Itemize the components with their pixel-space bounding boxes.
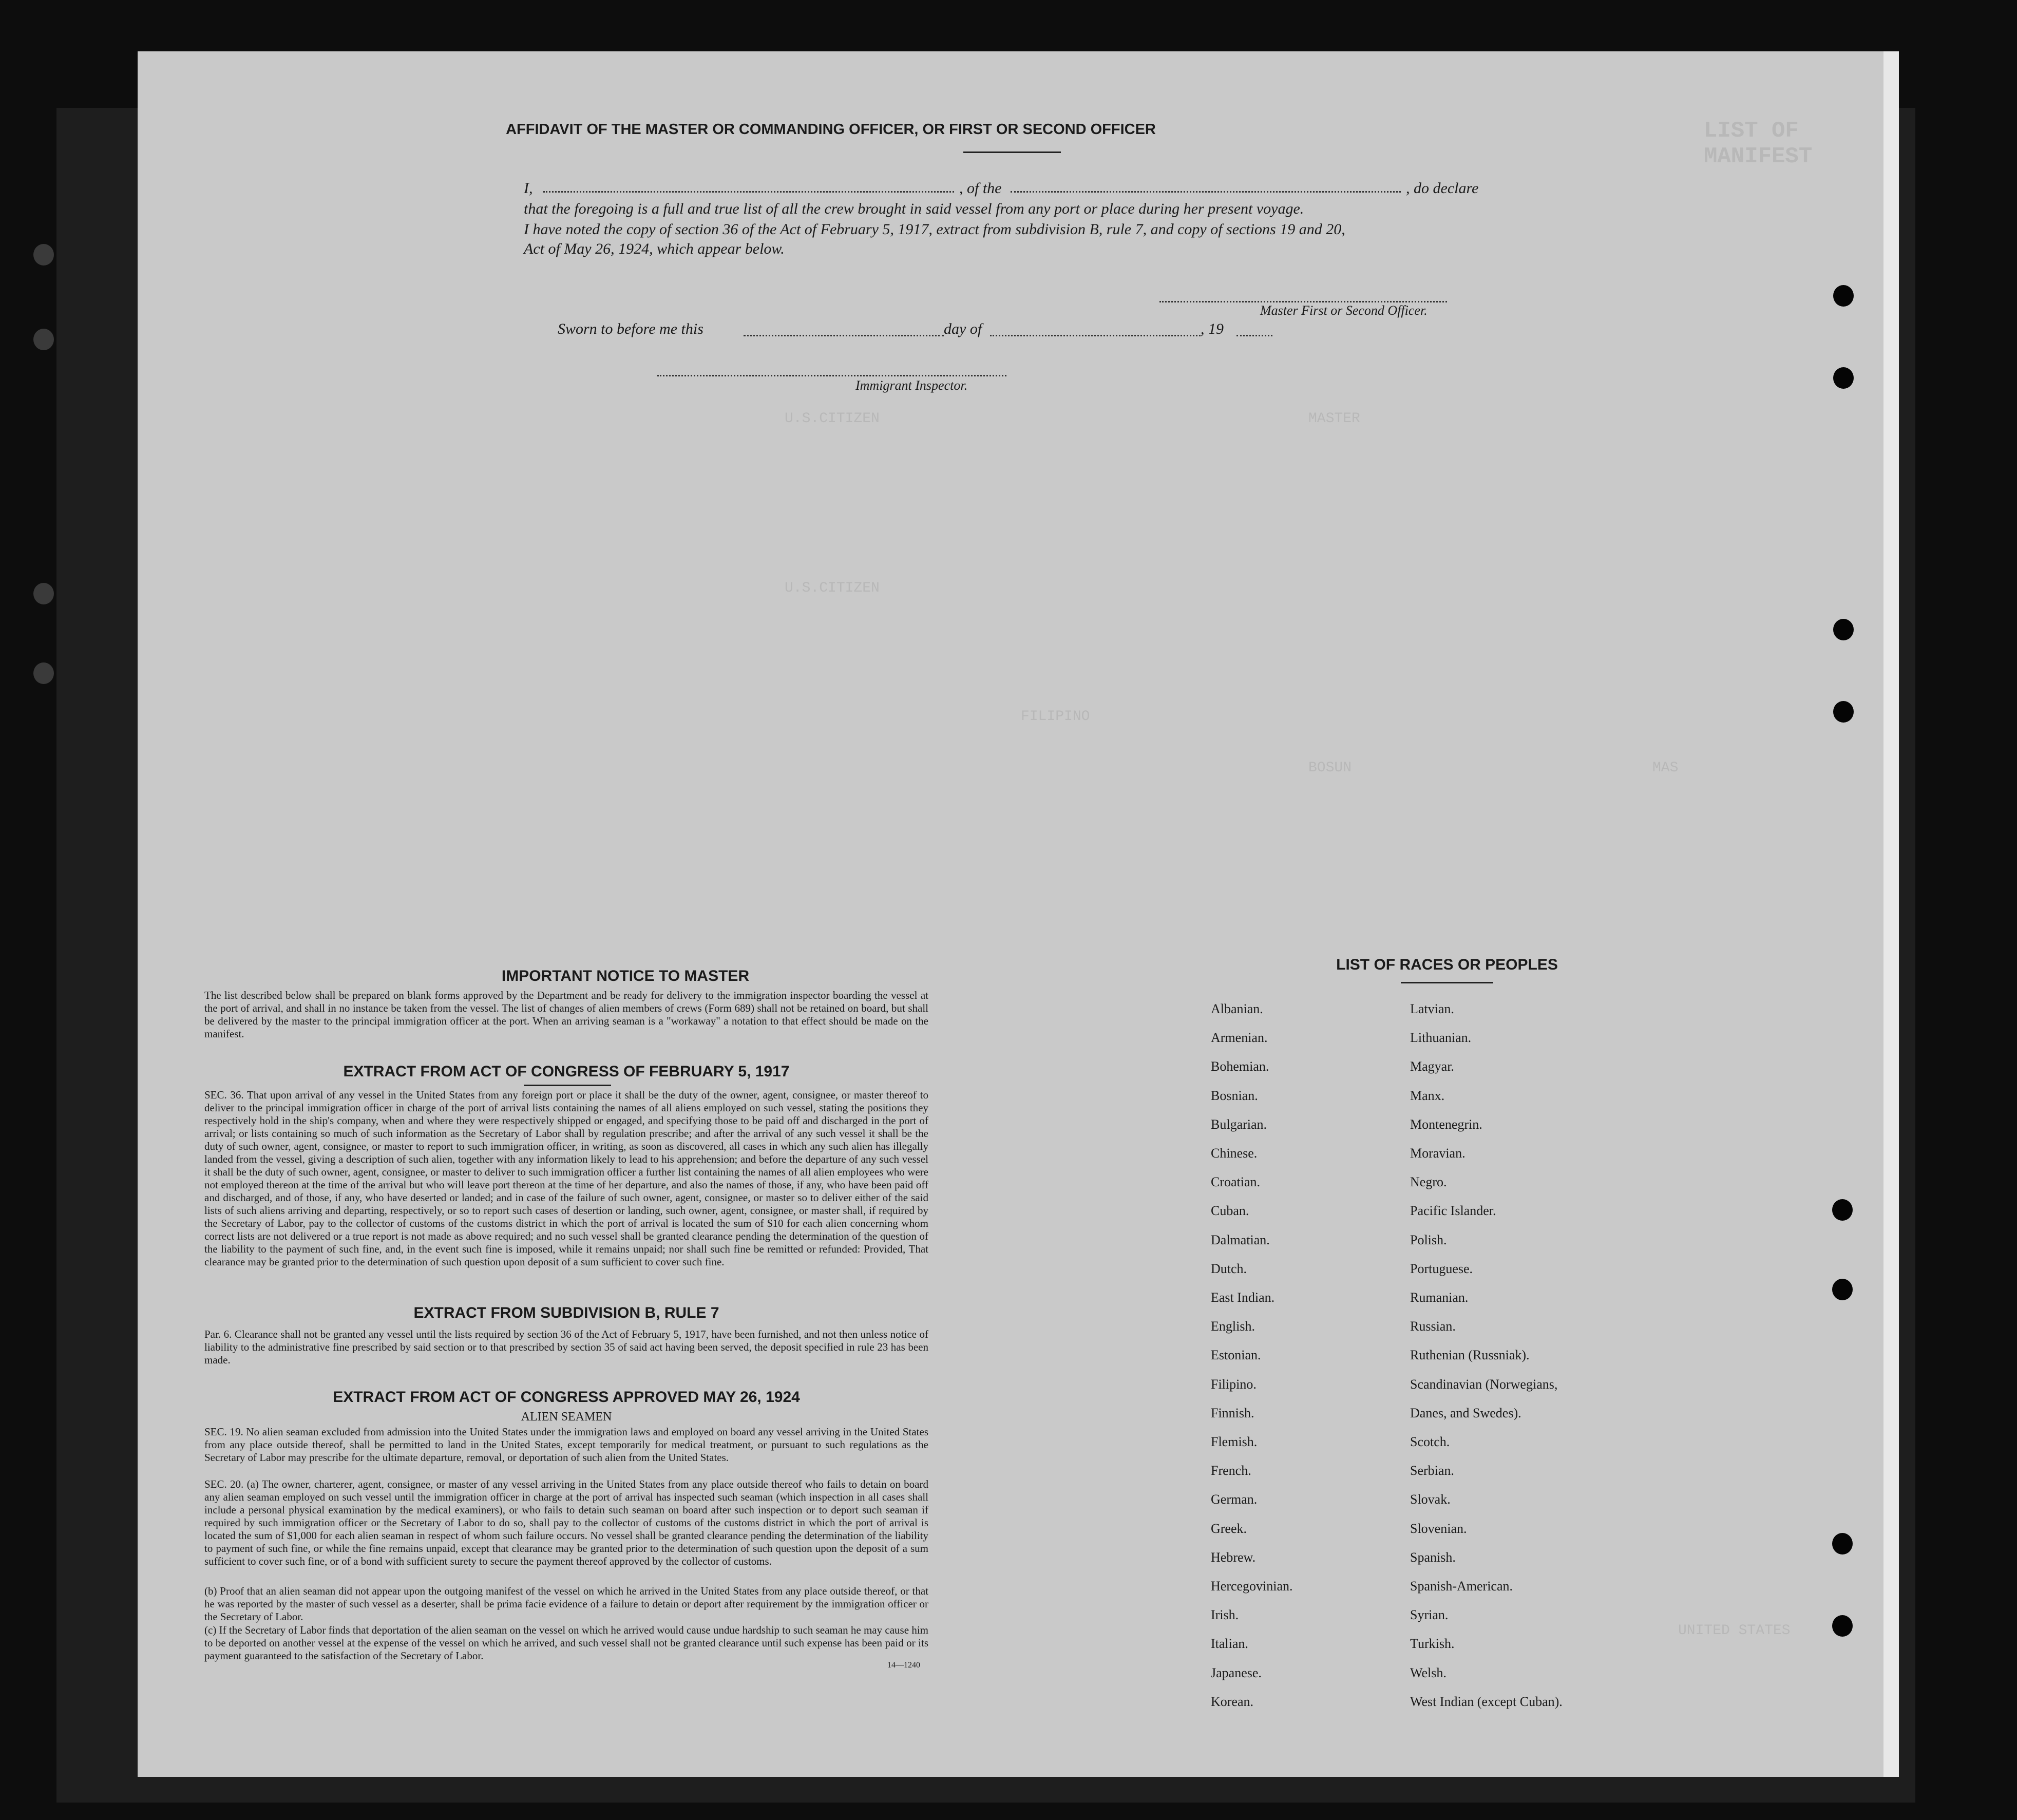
race-item: Greek.	[1211, 1521, 1247, 1536]
race-item: Slovak.	[1410, 1492, 1451, 1507]
vessel-blank[interactable]	[1011, 191, 1401, 193]
race-item: Bulgarian.	[1211, 1116, 1267, 1132]
notice-text: The list described below shall be prepared on blank forms approved by the Department and be ready for delivery to the immigration inspector boarding the vessel at the port of arrival, and shall in no instance be taken from the vessel. The list of changes of alien members of crews (Form 689) shall not be retained on board, but shall be delivered by the master to the principal immigration officer at the port. When an arriving seaman is a "workaway" a notation to that effect should be made on the manifest.	[204, 989, 928, 1040]
race-item: Scotch.	[1410, 1434, 1450, 1449]
divider	[1401, 982, 1493, 983]
race-item: English.	[1211, 1319, 1255, 1334]
race-item: Moravian.	[1410, 1146, 1466, 1161]
race-item: German.	[1211, 1492, 1258, 1507]
race-item: Montenegrin.	[1410, 1116, 1482, 1132]
race-item: Rumanian.	[1410, 1290, 1469, 1305]
sworn-month-blank[interactable]	[990, 335, 1201, 336]
race-item: Manx.	[1410, 1088, 1445, 1103]
race-item: Filipino.	[1211, 1376, 1257, 1392]
race-item: Syrian.	[1410, 1607, 1449, 1623]
document-page: LIST OF MANIFEST MASTER BOSUN MAS FILIPINO U.S.CITIZEN U.S.CITIZEN UNITED STATES AFFIDAVIT OF THE MASTER OR COMMANDING OFFICER, OR FIRST OR SECOND OFFICER I, , of the that the foregoing is a full and true list of all the crew brought in said vessel from any port or place during her present voyage. , do declare I have noted the copy of section 36 of the Act of February 5, 1917, extract from subdivision B, rule 7, and copy of sections 19 and 20, Act of May 26, 1924, which appear below. Master First or Second Officer. Sworn to before me this day of , 19 Immigrant Inspector. IMPORTANT NOTICE TO MASTER The list described below shall be prepared on blank forms approved by the Department and be ready for delivery to the immigration inspector boarding the vessel at the port of arrival, and shall in no instance be taken from the vessel. The list of changes of alien members of crews (Form 689) shall not be retained on board, but shall be delivered by the master to the principal immigration officer at the port. When an arriving seaman is a "workaway" a notation to that effect should be made on the manifest. EXTRACT FROM ACT OF CONGRESS OF FEBRUARY 5, 1917 SEC. 36. That upon arrival of any vessel in the United States from any foreign port or place it shall be the duty of the owner, agent, consignee, or master thereof to deliver to the principal immigration officer in charge of the port of arrival lists containing the names of all aliens employed on such vessel, stating the positions they respectively hold in the ship's company, when and where they were respectively shipped or engaged, and specifying those to be paid off and discharged in the port of arrival; or lists containing so much of such information as the Secretary of Labor shall by regulation prescribe; and after the arrival of any such vessel it shall be the duty of such owner, agent, consignee, or master to report to such immigration officer, in writing, as soon as discovered, all cases in which any such alien has illegally landed from the vessel, giving a description of such alien, together with any information likely to lead to his apprehension; and before the departure of any such vessel it shall be the duty of such owner, agent, consignee, or master to deliver to such immigration officer a further list containing the names of all alien employees who were not employed thereon at the time of the arrival but who will leave port thereon at the time of her departure, and also the names of those, if any, who have been paid off and discharged, and of those, if any, who have deserted or landed; and in case of the failure of such owner, agent, consignee, or master so to deliver either of the said lists of such aliens arriving and departing, respectively, or so to report such cases of desertion or landing, such owner, agent, consignee, or master shall, if required by the Secretary of Labor, pay to the collector of customs of the customs district in which the port of arrival is located the sum of $10 for each alien concerning whom correct lists are not delivered or a true report is not made as above required; and no such vessel shall be granted clearance pending the determination of the question of the liability to the payment of such fine, and, in the event such fine is imposed, while it remains unpaid; nor shall such fine be remitted or refunded: Provided, That clearance may be granted prior to the determination of such question upon deposit of a sum sufficient to cover such fine. EXTRACT FROM SUBDIVISION B, RULE 7 Par. 6. Clearance shall not be granted any vessel until the lists required by section 36 of the Act of February 5, 1917, have been furnished, and not then unless notice of liability to the administrative fine prescribed by said section or to that prescribed by section 35 of said act having been served, the deposit specified in rule 23 has been made. EXTRACT FROM ACT OF CONGRESS APPROVED MAY 26, 1924 ALIEN SEAMEN SEC. 19. No alien seaman excluded from admission into the United States under the immigration laws and employed on board any vessel arriving in the United States from any place outside thereof, shall be permitted to land in the United States, except temporarily for medical treatment, or pursuant to such regulations as the Secretary of Labor may prescribe for the ultimate departure, removal, or deportation of such alien from the United States. SEC. 20. (a) The owner, charterer, agent, consignee, or master of any vessel arriving in the United States from any place outside thereof who fails to detain on board any alien seaman employed on such vessel until the immigration officer in charge at the port of arrival has inspected such seaman (which inspection in all cases shall include a personal physical examination by the medical examiners), or who fails to detain such seaman on board after such inspection or to deport such seaman if required by such immigration officer or the Secretary of Labor to do so, shall pay to the collector of customs of the customs district in which the port of arrival is located the sum of $1,000 for each alien seaman in respect of whom such failure occurs. No vessel shall be granted clearance pending the determination of the liability to payment of such fine, or while the fine remains unpaid, except that clearance may be granted prior to the determination of such question upon the deposit of a sum sufficient to cover such fine, or of a bond with sufficient surety to secure the payment thereof approved by the collector of customs. (b) Proof that an alien seaman did not appear upon the outgoing manifest of the vessel on which he arrived in the United States from any place outside thereof, or that he was reported by the master of such vessel as a deserter, shall be prima facie evidence of a failure to detain or deport after requirement by the immigration officer or the Secretary of Labor. (c) If the Secretary of Labor finds that deportation of the alien seaman on the vessel on which he arrived would cause undue hardship to such seaman he may cause him to be deported on another vessel at the expense of the vessel on which he arrived, and such vessel shall not be granted clearance until such expense has been paid or its payment guaranteed to the satisfaction of the Secretary of Labor. 14—1240 LIST OF RACES OR PEOPLES Albanian. Armenian. Bohemian. Bosnian. Bulgarian. Chinese. Croatian. Cuban. Dalmatian. Dutch. East Indian. English. Estonian. Filipino. Finnish. Flemish. French. German. Greek. Hebrew. Hercegovinian. Irish. Italian. Japanese. Korean. Latvian. Lithuanian. Magyar. Manx. Montenegrin. Moravian. Negro. Pacific Islander. Polish. Portuguese. Rumanian. Russian. Ruthenian (Russniak). Scandinavian (Norwegians, Danes, and Swedes). Scotch. Serbian. Slovak. Slovenian. Spanish. Spanish-American. Syrian. Turkish. Welsh. West Indian (except Cuban).	[138, 51, 1899, 1777]
extract-1917-text: SEC. 36. That upon arrival of any vessel in the United States from any foreign port or place it shall be the duty of the owner, agent, consignee, or master thereof to deliver to the principal immigration officer in charge of the port of arrival lists containing the names of all aliens employed on such vessel, stating the positions they respectively hold in the ship's company, when and where they were respectively shipped or engaged, and specifying those to be paid off and discharged in the port of arrival; or lists containing so much of such information as the Secretary of Labor shall by regulation prescribe; and after the arrival of any such vessel it shall be the duty of such owner, agent, consignee, or master to report to such immigration officer, in writing, as soon as discovered, all cases in which any such alien has illegally landed from the vessel, giving a description of such alien, together with any information likely to lead to his apprehension; and before the departure of any such vessel it shall be the duty of such owner, agent, consignee, or master to deliver to such immigration officer a further list containing the names of all alien employees who were not employed thereon at the time of the arrival but who will leave port thereon at the time of her departure, and also the names of those, if any, who have been paid off and discharged, and of those, if any, who have deserted or landed; and in case of the failure of such owner, agent, consignee, or master so to deliver either of the said lists of such aliens arriving and departing, respectively, or so to report such cases of desertion or landing, such owner, agent, consignee, or master shall, if required by the Secretary of Labor, pay to the collector of customs of the customs district in which the port of arrival is located the sum of $10 for each alien concerning whom correct lists are not delivered or a true report is not made as above required; and no such vessel shall be granted clearance pending the determination of the question of the liability to the payment of such fine, and, in the event such fine is imposed, while it remains unpaid; nor shall such fine be remitted or refunded: Provided, That clearance may be granted prior to the determination of such question upon deposit of a sum sufficient to cover such fine.	[204, 1089, 928, 1268]
punch-hole	[1832, 1615, 1853, 1637]
race-item: Dalmatian.	[1211, 1232, 1270, 1247]
name-blank[interactable]	[543, 191, 954, 193]
extract-rule7-title: EXTRACT FROM SUBDIVISION B, RULE 7	[413, 1304, 719, 1321]
race-item: Flemish.	[1211, 1434, 1258, 1449]
punch-hole	[1833, 619, 1854, 640]
divider	[524, 1085, 611, 1086]
race-item: Cuban.	[1211, 1203, 1249, 1219]
binding-hole	[33, 244, 54, 266]
punch-hole	[1832, 1533, 1853, 1554]
race-item: Latvian.	[1410, 1001, 1454, 1016]
binding-hole	[33, 329, 54, 350]
master-label: Master First or Second Officer.	[1260, 303, 1428, 318]
year-label: , 19	[1201, 320, 1224, 337]
race-item: Polish.	[1410, 1232, 1447, 1247]
races-title: LIST OF RACES OR PEOPLES	[1336, 956, 1558, 973]
race-item: Japanese.	[1211, 1665, 1262, 1680]
punch-hole	[1833, 367, 1854, 389]
race-item: Croatian.	[1211, 1174, 1261, 1190]
affidavit-i: I,	[524, 180, 533, 197]
extract-1924-sec19: SEC. 19. No alien seaman excluded from admission into the United States under the immigration laws and employed on board any vessel arriving in the United States from any place outside thereof, shall be permitted to land in the United States, except temporarily for medical treatment, or pursuant to such regulations as the Secretary of Labor may prescribe for the ultimate departure, removal, or deportation of such alien from the United States.	[204, 1426, 928, 1464]
race-item: Ruthenian (Russniak).	[1410, 1348, 1530, 1363]
race-item: Chinese.	[1211, 1146, 1258, 1161]
race-item: Magyar.	[1410, 1059, 1454, 1074]
year-blank[interactable]	[1236, 335, 1272, 336]
inspector-label: Immigrant Inspector.	[855, 378, 968, 393]
extract-1924-title: EXTRACT FROM ACT OF CONGRESS APPROVED MAY 26, 1924	[333, 1389, 800, 1406]
punch-hole	[1833, 285, 1854, 307]
do-declare: , do declare	[1406, 180, 1479, 197]
punch-hole	[1832, 1279, 1853, 1300]
race-item: Portuguese.	[1410, 1261, 1473, 1276]
affidavit-line3: I have noted the copy of section 36 of the Act of February 5, 1917, extract from subdivision B, rule 7, and copy of sections 19 and 20,	[524, 221, 1345, 238]
race-item: Hebrew.	[1211, 1549, 1256, 1565]
affidavit-title: AFFIDAVIT OF THE MASTER OR COMMANDING OFFICER, OR FIRST OR SECOND OFFICER	[506, 121, 1156, 138]
race-item: Turkish.	[1410, 1636, 1455, 1652]
sworn-label: Sworn to before me this	[558, 320, 703, 337]
race-item: Slovenian.	[1410, 1521, 1467, 1536]
race-item: Albanian.	[1211, 1001, 1263, 1016]
punch-hole	[1832, 1199, 1853, 1221]
extract-rule7-text: Par. 6. Clearance shall not be granted any vessel until the lists required by section 36 of the Act of February 5, 1917, have been furnished, and not then unless notice of liability to the administrative fine prescribed by said section or to that prescribed by section 35 of said act having been served, the deposit specified in rule 23 has been made.	[204, 1328, 928, 1366]
day-of-label: day of	[944, 320, 982, 337]
race-item: Welsh.	[1410, 1665, 1447, 1680]
affidavit-line4: Act of May 26, 1924, which appear below.	[524, 240, 785, 257]
inspector-signature-line[interactable]	[657, 375, 1006, 376]
punch-hole	[1833, 701, 1854, 723]
master-signature-line[interactable]	[1159, 301, 1447, 302]
race-item: Dutch.	[1211, 1261, 1247, 1276]
race-item: Serbian.	[1410, 1463, 1454, 1478]
binding-hole	[33, 583, 54, 604]
affidavit-line2-text: that the foregoing is a full and true list of all the crew brought in said vessel from any port or place during her present voyage.	[524, 200, 1304, 217]
race-item: West Indian (except Cuban).	[1410, 1694, 1563, 1709]
extract-1924-subtitle: ALIEN SEAMEN	[521, 1410, 612, 1424]
divider	[963, 151, 1061, 153]
binding-hole	[33, 662, 54, 684]
extract-1924-sec20c: (c) If the Secretary of Labor finds that deportation of the alien seaman on the vessel on which he arrived would cause undue hardship to such seaman he may cause him to be deported on another vessel at the expense of the vessel on which he arrived, and such vessel shall not be granted clearance until such expense has been paid or its payment guaranteed to the satisfaction of the Secretary of Labor.	[204, 1624, 928, 1662]
sworn-day-blank[interactable]	[744, 335, 944, 336]
race-item: French.	[1211, 1463, 1251, 1478]
race-item: East Indian.	[1211, 1290, 1275, 1305]
race-item: Negro.	[1410, 1174, 1447, 1190]
race-item: Hercegovinian.	[1211, 1579, 1293, 1594]
race-item: Italian.	[1211, 1636, 1248, 1652]
race-item: Bohemian.	[1211, 1059, 1269, 1074]
extract-1917-title: EXTRACT FROM ACT OF CONGRESS OF FEBRUARY 5, 1917	[343, 1063, 790, 1080]
extract-1924-sec20b: (b) Proof that an alien seaman did not appear upon the outgoing manifest of the vessel on which he arrived in the United States from any place outside thereof, or that he was reported by the master of such vessel as a deserter, shall be prima facie evidence of a failure to detain or deport after requirement by the immigration officer or the Secretary of Labor.	[204, 1585, 928, 1623]
affidavit-of-the: , of the	[959, 180, 1002, 197]
extract-1924-sec20a: SEC. 20. (a) The owner, charterer, agent, consignee, or master of any vessel arriving in the United States from any place outside thereof who fails to detain on board any alien seaman employed on such vessel until the immigration officer in charge at the port of arrival has inspected such seaman (which inspection in all cases shall include a personal physical examination by the medical examiners), or who fails to detain such seaman on board after such inspection or to deport such seaman if required by such immigration officer or the Secretary of Labor to do so, shall pay to the collector of customs of the customs district in which the port of arrival is located the sum of $1,000 for each alien seaman in respect of whom such failure occurs. No vessel shall be granted clearance pending the determination of the liability to payment of such fine, or while the fine remains unpaid, except that clearance may be granted prior to the determination of such question upon the deposit of a sum sufficient to cover such fine, or of a bond with sufficient surety to secure the payment thereof approved by the collector of customs.	[204, 1478, 928, 1567]
race-item: Danes, and Swedes).	[1410, 1405, 1521, 1420]
race-item: Lithuanian.	[1410, 1030, 1472, 1046]
race-item: Korean.	[1211, 1694, 1254, 1709]
race-item: Russian.	[1410, 1319, 1456, 1334]
notice-title: IMPORTANT NOTICE TO MASTER	[501, 968, 750, 984]
race-item: Armenian.	[1211, 1030, 1268, 1046]
form-number: 14—1240	[887, 1661, 920, 1670]
affidavit-line2	[524, 200, 1489, 218]
race-item: Irish.	[1211, 1607, 1239, 1623]
race-item: Finnish.	[1211, 1405, 1254, 1420]
race-item: Spanish.	[1410, 1549, 1456, 1565]
race-item: Spanish-American.	[1410, 1579, 1513, 1594]
race-item: Pacific Islander.	[1410, 1203, 1496, 1219]
race-item: Bosnian.	[1211, 1088, 1258, 1103]
race-item: Estonian.	[1211, 1348, 1261, 1363]
race-item: Scandinavian (Norwegians,	[1410, 1376, 1558, 1392]
